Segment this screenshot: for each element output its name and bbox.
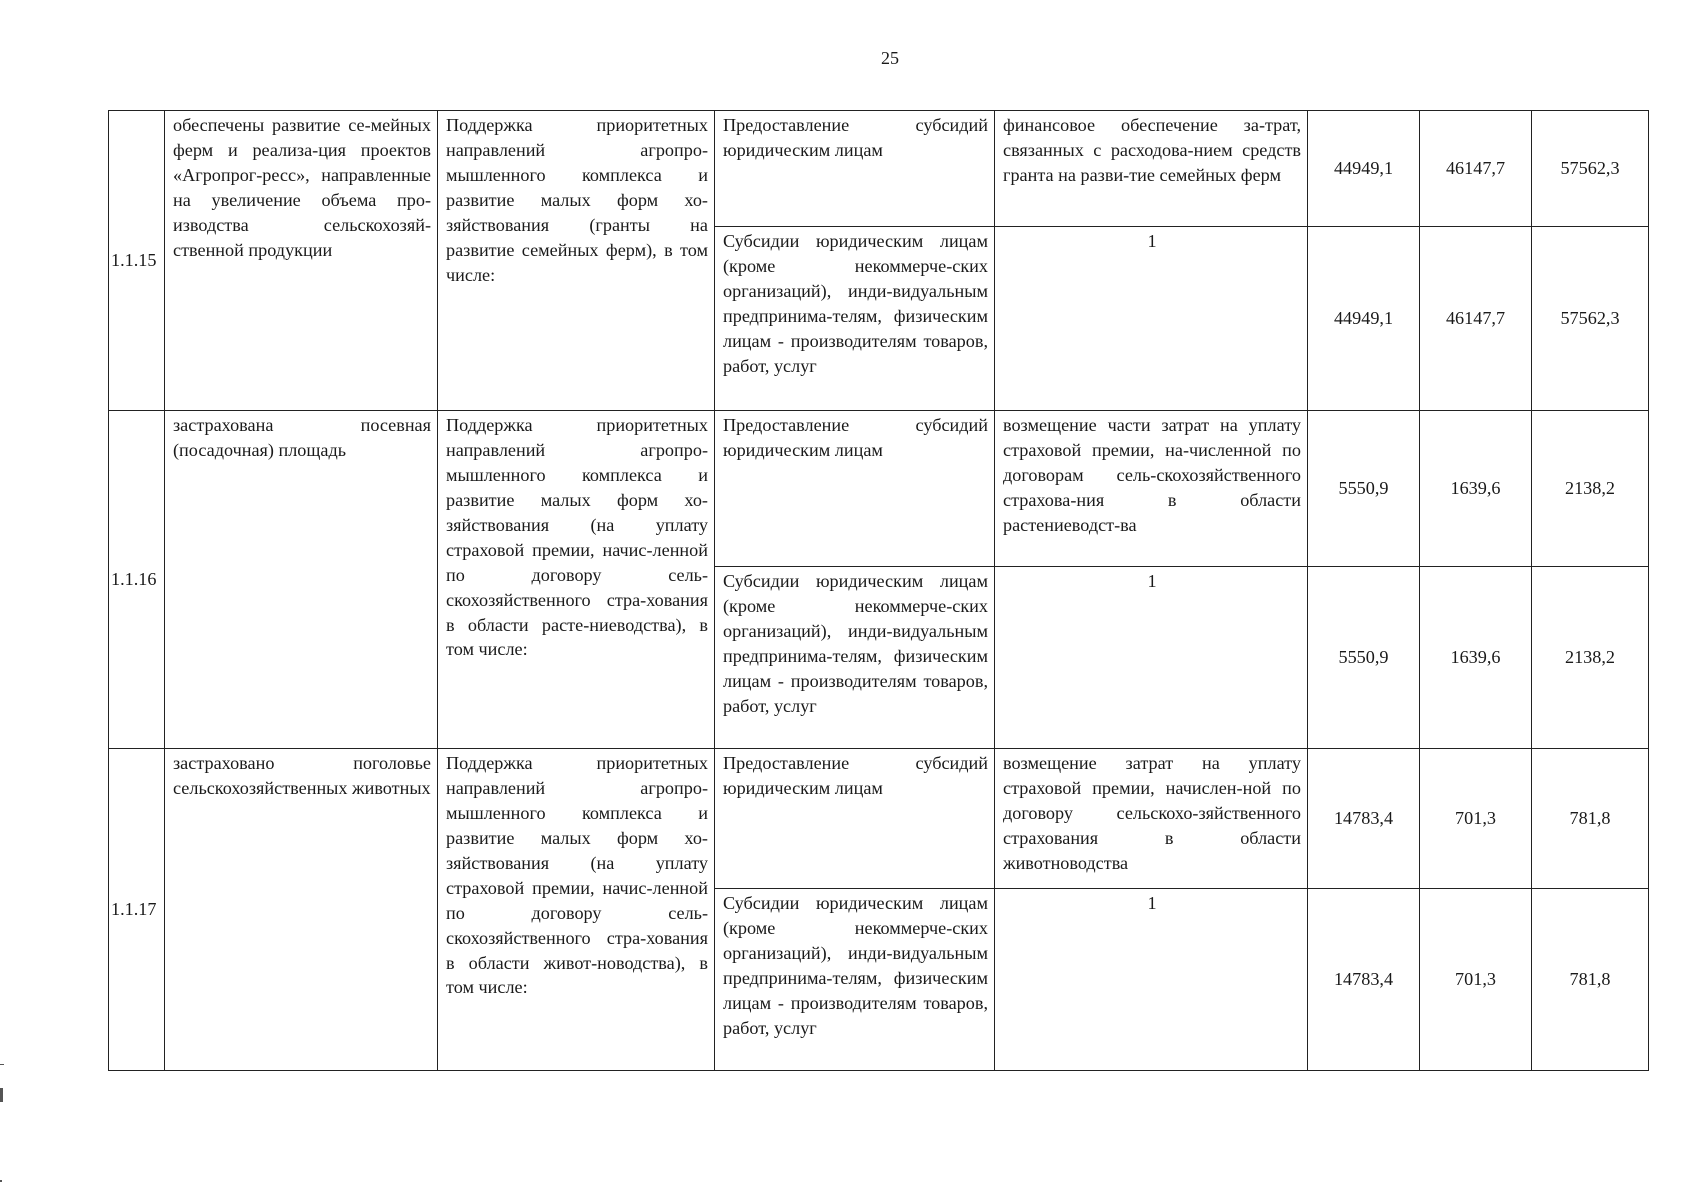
value-cell: 1639,6	[1420, 411, 1532, 567]
direction-cell: Предоставление субсидий юридическим лицам	[715, 111, 995, 227]
purpose-cell: 1	[995, 889, 1308, 1071]
result-cell: обеспечены развитие се-мейных ферм и реализа-ция проектов «Агропрог-ресс», направленные на увеличение объема про-изводства сельскохозяй-ственной продукции	[165, 111, 438, 411]
event-cell: Поддержка приоритетных направлений агропро-мышленного комплекса и развитие малых форм хо-зяйствования (на уплату страховой премии, начис-ленной по договору сель-скохозяйственного стра-хования в области расте-ниеводства), в том числе:	[438, 411, 715, 749]
value-cell: 57562,3	[1532, 227, 1649, 411]
value-cell: 14783,4	[1308, 889, 1420, 1071]
purpose-cell: 1	[995, 227, 1308, 411]
direction-cell: Субсидии юридическим лицам (кроме некоммерче-ских организаций), инди-видуальным предпринима-телям, физическим лицам - производителям товаров, работ, услуг	[715, 889, 995, 1071]
value-cell: 2138,2	[1532, 567, 1649, 749]
result-cell: застрахована посевная (посадочная) площадь	[165, 411, 438, 749]
purpose-cell: финансовое обеспечение за-трат, связанных с расходова-нием средств гранта на разви-тие семейных ферм	[995, 111, 1308, 227]
value-cell: 781,8	[1532, 889, 1649, 1071]
value-cell: 2138,2	[1532, 411, 1649, 567]
result-cell: застраховано поголовье сельскохозяйственных животных	[165, 749, 438, 1071]
value-cell: 46147,7	[1420, 227, 1532, 411]
value-cell: 701,3	[1420, 749, 1532, 889]
scan-edge-mark	[0, 1088, 3, 1102]
direction-cell: Предоставление субсидий юридическим лицам	[715, 749, 995, 889]
purpose-cell: 1	[995, 567, 1308, 749]
value-cell: 44949,1	[1308, 111, 1420, 227]
value-cell: 5550,9	[1308, 567, 1420, 749]
row-code: 1.1.15	[109, 111, 165, 411]
row-code: 1.1.17	[109, 749, 165, 1071]
event-cell: Поддержка приоритетных направлений агропро-мышленного комплекса и развитие малых форм хо-зяйствования (гранты на развитие семейных ферм), в том числе:	[438, 111, 715, 411]
value-cell: 57562,3	[1532, 111, 1649, 227]
value-cell: 44949,1	[1308, 227, 1420, 411]
direction-cell: Субсидии юридическим лицам (кроме некоммерче-ских организаций), инди-видуальным предпринима-телям, физическим лицам - производителям товаров, работ, услуг	[715, 227, 995, 411]
purpose-cell: возмещение части затрат на уплату страховой премии, на-численной по договорам сель-скохозяйственного страхова-ния в области растениеводст-ва	[995, 411, 1308, 567]
scan-edge-mark	[0, 1180, 2, 1182]
value-cell: 14783,4	[1308, 749, 1420, 889]
table-row	[109, 411, 1649, 567]
table-row	[109, 749, 1649, 889]
scan-edge-mark	[0, 1064, 4, 1065]
purpose-cell: возмещение затрат на уплату страховой премии, начислен-ной по договору сельскохо-зяйственного страхования в области животноводства	[995, 749, 1308, 889]
table-row	[109, 111, 1649, 227]
value-cell: 701,3	[1420, 889, 1532, 1071]
value-cell: 781,8	[1532, 749, 1649, 889]
value-cell: 5550,9	[1308, 411, 1420, 567]
direction-cell: Субсидии юридическим лицам (кроме некоммерче-ских организаций), инди-видуальным предпринима-телям, физическим лицам - производителям товаров, работ, услуг	[715, 567, 995, 749]
direction-cell: Предоставление субсидий юридическим лицам	[715, 411, 995, 567]
value-cell: 46147,7	[1420, 111, 1532, 227]
row-code: 1.1.16	[109, 411, 165, 749]
page-number: 25	[881, 48, 899, 68]
subsidy-table	[108, 110, 1649, 1071]
event-cell: Поддержка приоритетных направлений агропро-мышленного комплекса и развитие малых форм хо-зяйствования (на уплату страховой премии, начис-ленной по договору сель-скохозяйственного стра-хования в области живот-новодства), в том числе:	[438, 749, 715, 1071]
value-cell: 1639,6	[1420, 567, 1532, 749]
